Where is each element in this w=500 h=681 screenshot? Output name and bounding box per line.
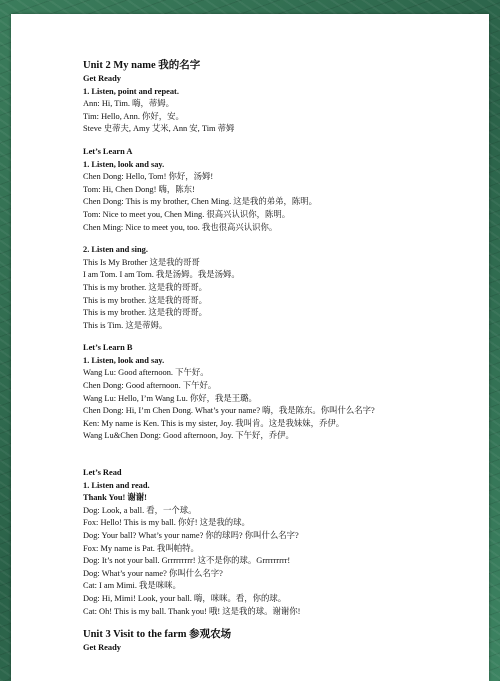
dialogue-line: Ken: My name is Ken. This is my sister, Joy. 我叫肯。这是我妹妹，乔伊。: [83, 418, 345, 428]
song-subheading: 2. Listen and sing.: [83, 245, 148, 255]
learn-a-heading: Let’s Learn A: [83, 146, 133, 156]
dialogue-line: Ann: Hi, Tim. 嗨，蒂姆。: [83, 99, 174, 109]
unit3-get-ready-heading: Get Ready: [83, 643, 121, 653]
learn-b-heading: Let’s Learn B: [83, 343, 133, 353]
story-line: Fox: Hello! This is my ball. 你好! 这是我的球。: [83, 518, 250, 528]
dialogue-line: Steve 史蒂夫, Amy 艾米, Ann 安, Tim 蒂姆: [83, 124, 235, 134]
unit2-title: Unit 2 My name 我的名字: [83, 60, 201, 71]
song-line: This Is My Brother 这是我的哥哥: [83, 257, 200, 267]
song-line: This is my brother. 这是我的哥哥。: [83, 282, 207, 292]
story-line: Dog: Look, a ball. 看，一个球。: [83, 505, 197, 515]
get-ready-heading: Get Ready: [83, 74, 121, 83]
dialogue-line: Chen Dong: Hi, I’m Chen Dong. What’s your name? 嗨，我是陈东。你叫什么名字?: [83, 406, 375, 416]
story-line: Cat: I am Mimi. 我是咪咪。: [83, 581, 181, 591]
song-line: I am Tom. I am Tom. 我是汤姆。我是汤姆。: [83, 270, 240, 280]
document-content: [83, 59, 479, 655]
story-line: Dog: Your ball? What’s your name? 你的球吗? 你叫什么名字?: [83, 531, 299, 540]
dialogue-line: Chen Dong: Good afternoon. 下午好。: [83, 381, 217, 391]
dialogue-line: Tim: Hello, Ann. 你好，安。: [83, 111, 184, 121]
story-line: Dog: Hi, Mimi! Look, your ball. 嗨，咪咪。看，你的球。: [83, 593, 287, 603]
song-line: This is my brother. 这是我的哥哥。: [83, 295, 207, 305]
read-heading: Let’s Read: [83, 468, 122, 478]
get-ready-subheading: 1. Listen, point and repeat.: [83, 86, 179, 96]
song-line: This is Tim. 这是蒂姆。: [83, 320, 168, 330]
story-line: Cat: Oh! This is my ball. Thank you! 哦! 这是我的球。谢谢你!: [83, 606, 301, 616]
dialogue-line: Chen Dong: Hello, Tom! 你好，汤姆!: [83, 172, 214, 182]
dialogue-line: Wang Lu: Good afternoon. 下午好。: [83, 368, 209, 378]
dialogue-line: Wang Lu&Chen Dong: Good afternoon, Joy. 下午好，乔伊。: [83, 431, 294, 441]
song-line: This is my brother. 这是我的哥哥。: [83, 308, 207, 318]
dialogue-line: Chen Dong: This is my brother, Chen Ming. 这是我的弟弟，陈明。: [83, 197, 318, 207]
story-title: Thank You! 谢谢!: [83, 493, 147, 503]
dialogue-line: Tom: Hi, Chen Dong! 嗨，陈东!: [83, 184, 195, 194]
document-page: [11, 14, 489, 681]
dialogue-line: Chen Ming: Nice to meet you, too. 我也很高兴认识你。: [83, 222, 278, 232]
dialogue-line: Tom: Nice to meet you, Chen Ming. 很高兴认识你，陈明。: [83, 209, 291, 219]
story-line: Dog: It’s not your ball. Grrrrrrrrr! 这不是你的球。Grrrrrrrrr!: [83, 556, 291, 566]
story-line: Dog: What’s your name? 你叫什么名字?: [83, 568, 223, 578]
story-line: Fox: My name is Pat. 我叫帕特。: [83, 543, 199, 553]
dialogue-line: Wang Lu: Hello, I’m Wang Lu. 你好，我是王璐。: [83, 393, 257, 403]
learn-b-subheading: 1. Listen, look and say.: [83, 355, 165, 365]
unit3-title: Unit 3 Visit to the farm 参观农场: [83, 629, 232, 641]
learn-a-subheading: 1. Listen, look and say.: [83, 159, 165, 169]
read-subheading: 1. Listen and read.: [83, 480, 150, 490]
